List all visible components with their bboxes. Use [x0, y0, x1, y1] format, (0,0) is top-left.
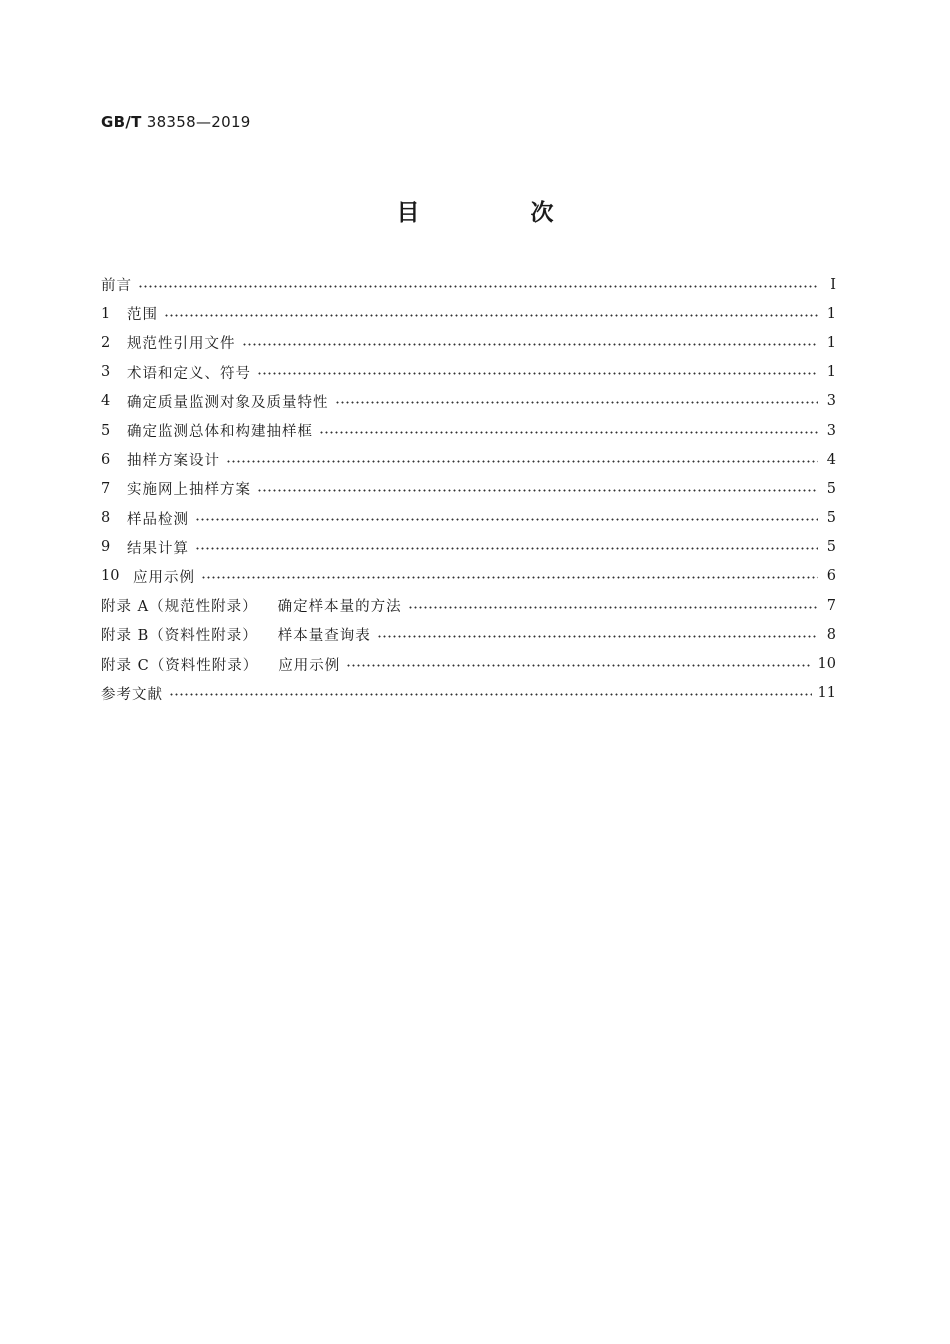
toc-entry-label: 实施网上抽样方案 [127, 482, 251, 499]
standard-code [101, 113, 251, 131]
toc-entry-page: 4 [826, 451, 836, 468]
toc-entry-page: 5 [826, 510, 836, 527]
toc-entry-number: 1 [101, 305, 111, 322]
standard-number: 38358—2019 [146, 113, 251, 131]
toc-leader-dots [138, 280, 818, 294]
toc-entry[interactable] [101, 387, 836, 416]
toc-entry-subtitle: 样本量查询表 [277, 628, 371, 645]
toc-leader-dots [201, 571, 818, 585]
toc-entry[interactable] [101, 533, 836, 562]
toc-entry[interactable] [101, 328, 836, 357]
toc-entry-label: 样品检测 [127, 511, 189, 528]
toc-entry[interactable] [101, 299, 836, 328]
toc-entry-number: 4 [101, 393, 111, 410]
page-title: 目 次 [396, 200, 598, 226]
table-of-contents [101, 270, 836, 708]
toc-entry-page: 1 [826, 305, 836, 322]
toc-leader-dots [257, 484, 818, 498]
toc-entry[interactable] [101, 504, 836, 533]
standard-prefix: GB/T [101, 113, 142, 131]
toc-entry-number: 7 [101, 480, 111, 497]
toc-entry[interactable] [101, 416, 836, 445]
toc-entry-number: 8 [101, 510, 111, 527]
toc-entry[interactable] [101, 445, 836, 474]
toc-entry-page: 11 [817, 685, 836, 702]
toc-leader-dots [335, 396, 819, 410]
toc-entry-label: 附录 B（资料性附录） [101, 628, 258, 645]
toc-leader-dots [257, 367, 818, 381]
toc-leader-dots [242, 338, 819, 352]
toc-entry-number: 2 [101, 334, 111, 351]
toc-entry-label: 参考文献 [101, 686, 163, 703]
toc-entry-label: 结果计算 [127, 540, 189, 557]
toc-entry[interactable] [101, 679, 836, 708]
toc-leader-dots [195, 542, 818, 556]
toc-entry[interactable] [101, 474, 836, 503]
toc-entry-label: 范围 [127, 307, 158, 324]
toc-entry[interactable] [101, 562, 836, 591]
toc-leader-dots [377, 630, 818, 644]
toc-leader-dots [408, 601, 818, 615]
toc-leader-dots [226, 455, 818, 469]
toc-entry[interactable] [101, 620, 836, 649]
toc-entry-label: 规范性引用文件 [127, 336, 236, 353]
toc-entry[interactable] [101, 270, 836, 299]
toc-entry-number: 9 [101, 539, 111, 556]
toc-entry-page: Ⅰ [830, 276, 836, 293]
toc-leader-dots [164, 309, 818, 323]
toc-entry-page: 10 [817, 656, 836, 673]
toc-leader-dots [169, 688, 812, 702]
toc-leader-dots [195, 513, 818, 527]
toc-entry-page: 1 [826, 364, 836, 381]
toc-entry-label: 前言 [101, 278, 132, 295]
toc-entry-page: 5 [826, 539, 836, 556]
toc-entry-label: 附录 A（规范性附录） [101, 599, 258, 616]
toc-entry-label: 附录 C（资料性附录） [101, 657, 259, 674]
toc-entry-page: 6 [826, 568, 836, 585]
toc-entry-page: 3 [826, 422, 836, 439]
toc-entry[interactable] [101, 591, 836, 620]
toc-entry[interactable] [101, 649, 836, 678]
toc-entry-page: 1 [826, 334, 836, 351]
toc-leader-dots [346, 659, 811, 673]
toc-entry-number: 3 [101, 364, 111, 381]
toc-entry-number: 10 [101, 568, 120, 585]
toc-entry-label: 确定质量监测对象及质量特性 [127, 394, 329, 411]
toc-entry-label: 应用示例 [133, 569, 195, 586]
toc-entry-number: 6 [101, 451, 111, 468]
toc-entry-page: 3 [826, 393, 836, 410]
toc-entry-subtitle: 应用示例 [278, 657, 341, 674]
toc-entry-number: 5 [101, 422, 111, 439]
toc-entry-page: 8 [826, 626, 836, 643]
toc-entry[interactable] [101, 358, 836, 387]
toc-entry-label: 术语和定义、符号 [127, 365, 251, 382]
toc-leader-dots [319, 426, 818, 440]
toc-entry-label: 确定监测总体和构建抽样框 [127, 424, 313, 441]
toc-entry-label: 抽样方案设计 [127, 453, 220, 470]
toc-entry-page: 5 [826, 480, 836, 497]
toc-entry-subtitle: 确定样本量的方法 [277, 599, 402, 616]
toc-entry-page: 7 [826, 597, 836, 614]
